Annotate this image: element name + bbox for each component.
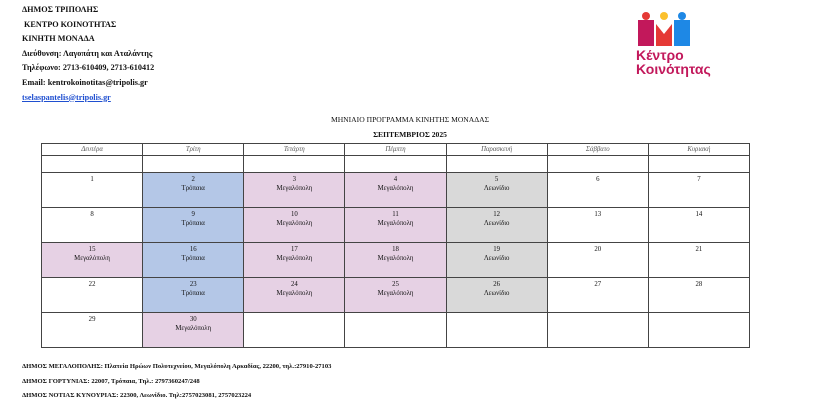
calendar-day-cell	[345, 278, 446, 313]
calendar-week-row	[42, 243, 750, 278]
day-number: 17	[290, 246, 298, 253]
spacer-row	[42, 156, 750, 173]
day-number: 25	[392, 281, 399, 288]
calendar-week-row	[42, 208, 750, 243]
calendar-day-cell	[648, 313, 749, 348]
calendar-day-cell	[143, 313, 244, 348]
day-location: Τρόπαια	[181, 255, 205, 262]
day-number: 18	[392, 246, 399, 253]
weekday-header: Δευτέρα	[42, 144, 143, 156]
day-number: 20	[594, 246, 602, 253]
calendar-day-cell	[648, 243, 749, 278]
day-location: Μεγαλόπολη	[276, 290, 313, 297]
day-number: 10	[290, 211, 298, 218]
calendar-day-cell	[648, 173, 749, 208]
calendar-day-cell	[143, 243, 244, 278]
calendar-week-row	[42, 173, 750, 208]
calendar-day-cell	[42, 208, 143, 243]
people-icon	[636, 12, 722, 48]
weekday-header: Σάββατο	[547, 144, 648, 156]
weekday-header: Κυριακή	[648, 144, 749, 156]
day-location: Μεγαλόπολη	[276, 220, 313, 227]
day-number: 1	[90, 176, 94, 183]
day-location: Μεγαλόπολη	[377, 290, 414, 297]
day-location: Λεωνίδιο	[483, 220, 510, 227]
calendar-day-cell	[446, 313, 547, 348]
day-number: 7	[697, 176, 701, 183]
day-number: 5	[494, 176, 499, 183]
day-location: Μεγαλόπολη	[377, 255, 414, 262]
letterhead	[22, 3, 154, 105]
calendar-day-cell	[547, 278, 648, 313]
calendar-day-cell	[143, 278, 244, 313]
calendar-day-cell	[143, 208, 244, 243]
calendar-day-cell	[143, 173, 244, 208]
calendar-day-cell	[547, 208, 648, 243]
month-title: ΣΕΠΤΕΜΒΡΙΟΣ 2025	[373, 130, 447, 139]
day-number: 13	[594, 211, 602, 218]
calendar-week-row	[42, 278, 750, 313]
day-location: Λεωνίδιο	[483, 185, 510, 192]
day-location: Τρόπαια	[181, 220, 205, 227]
calendar-day-cell	[42, 173, 143, 208]
day-number: 9	[191, 211, 195, 218]
footer-line: ΔΗΜΟΣ ΝΟΤΙΑΣ ΚΥΝΟΥΡΙΑΣ: 22300, Λεωνίδιο. Τηλ:2757023081, 2757023224	[22, 392, 252, 400]
calendar-day-cell	[446, 243, 547, 278]
calendar-day-cell	[345, 243, 446, 278]
calendar-day-cell	[345, 173, 446, 208]
day-number: 4	[393, 176, 398, 183]
monthly-calendar	[41, 143, 750, 348]
calendar-day-cell	[345, 208, 446, 243]
day-number: 14	[695, 211, 703, 218]
calendar-week-row	[42, 313, 750, 348]
weekday-header: Τετάρτη	[244, 144, 345, 156]
calendar-day-cell	[345, 313, 446, 348]
day-location: Μεγαλόπολη	[74, 255, 110, 262]
day-number: 22	[88, 281, 96, 288]
calendar-day-cell	[244, 173, 345, 208]
day-number: 2	[191, 176, 195, 183]
day-location: Τρόπαια	[181, 290, 205, 297]
day-number: 26	[493, 281, 501, 288]
day-location: Μεγαλόπολη	[377, 220, 414, 227]
calendar-day-cell	[244, 243, 345, 278]
calendar-day-cell	[244, 313, 345, 348]
day-number: 12	[493, 211, 501, 218]
day-number: 27	[594, 281, 602, 288]
footer-line: ΔΗΜΟΣ ΜΕΓΑΛΟΠΟΛΗΣ: Πλατεία Ηρώων Πολυτεχνείου, Μεγαλόπολη Αρκαδίας, 22200, τηλ.:27910-27103	[22, 363, 332, 370]
calendar-day-cell	[42, 313, 143, 348]
email-text: Email: kentrokoinotitas@tripolis.gr	[22, 77, 148, 87]
day-location: Λεωνίδιο	[483, 255, 510, 262]
day-location: Μεγαλόπολη	[175, 325, 212, 332]
kentro-koinotitas-logo	[636, 12, 726, 82]
calendar-day-cell	[547, 173, 648, 208]
day-number: 6	[596, 176, 600, 183]
day-number: 19	[493, 246, 501, 253]
center-name: ΚΕΝΤΡΟ ΚΟΙΝΟΤΗΤΑΣ	[22, 19, 117, 29]
calendar-day-cell	[446, 278, 547, 313]
weekday-header-row	[42, 144, 750, 156]
day-location: Μεγαλόπολη	[276, 255, 313, 262]
day-location: Μεγαλόπολη	[377, 185, 414, 192]
weekday-header: Παρασκευή	[446, 144, 547, 156]
day-number: 8	[90, 211, 94, 218]
calendar-day-cell	[244, 278, 345, 313]
address-text: Διεύθυνση: Λαγοπάτη και Αταλάντης	[22, 48, 153, 58]
document-title: ΜΗΝΙΑΙΟ ΠΡΟΓΡΑΜΜΑ ΚΙΝΗΤΗΣ ΜΟΝΑΔΑΣ	[330, 115, 490, 124]
day-number: 23	[189, 281, 197, 288]
day-number: 15	[88, 246, 96, 253]
phone-text: Τηλέφωνο: 2713-610409, 2713-610412	[22, 63, 155, 73]
day-number: 3	[292, 176, 297, 183]
calendar-day-cell	[42, 278, 143, 313]
calendar-day-cell	[446, 173, 547, 208]
day-location: Μεγαλόπολη	[276, 185, 313, 192]
calendar-day-cell	[648, 278, 749, 313]
footer-contacts	[22, 360, 331, 404]
municipality-name: ΔΗΜΟΣ ΤΡΙΠΟΛΗΣ	[22, 5, 99, 14]
day-number: 16	[189, 246, 197, 253]
calendar-day-cell	[244, 208, 345, 243]
footer-line: ΔΗΜΟΣ ΓΟΡΤΥΝΙΑΣ: 22007, Τρόπαια, Τηλ.: 2797360247/248	[22, 377, 200, 385]
day-location: Λεωνίδιο	[483, 290, 510, 297]
day-number: 30	[189, 316, 197, 323]
logo-wordmark: Κέντρο Κοινότητας	[636, 47, 711, 77]
day-location: Τρόπαια	[181, 185, 205, 192]
calendar-day-cell	[446, 208, 547, 243]
calendar-day-cell	[648, 208, 749, 243]
day-number: 24	[290, 281, 298, 288]
day-number: 21	[695, 246, 703, 253]
calendar-day-cell	[547, 243, 648, 278]
weekday-header: Πέμπτη	[345, 144, 446, 156]
calendar-day-cell	[42, 243, 143, 278]
weekday-header: Τρίτη	[143, 144, 244, 156]
contact-email-link[interactable]: tselaspantelis@tripolis.gr	[22, 92, 111, 102]
unit-name: ΚΙΝΗΤΗ ΜΟΝΑΔΑ	[22, 34, 95, 44]
day-number: 11	[392, 211, 399, 218]
day-number: 28	[695, 281, 703, 288]
calendar-day-cell	[547, 313, 648, 348]
day-number: 29	[88, 316, 96, 323]
